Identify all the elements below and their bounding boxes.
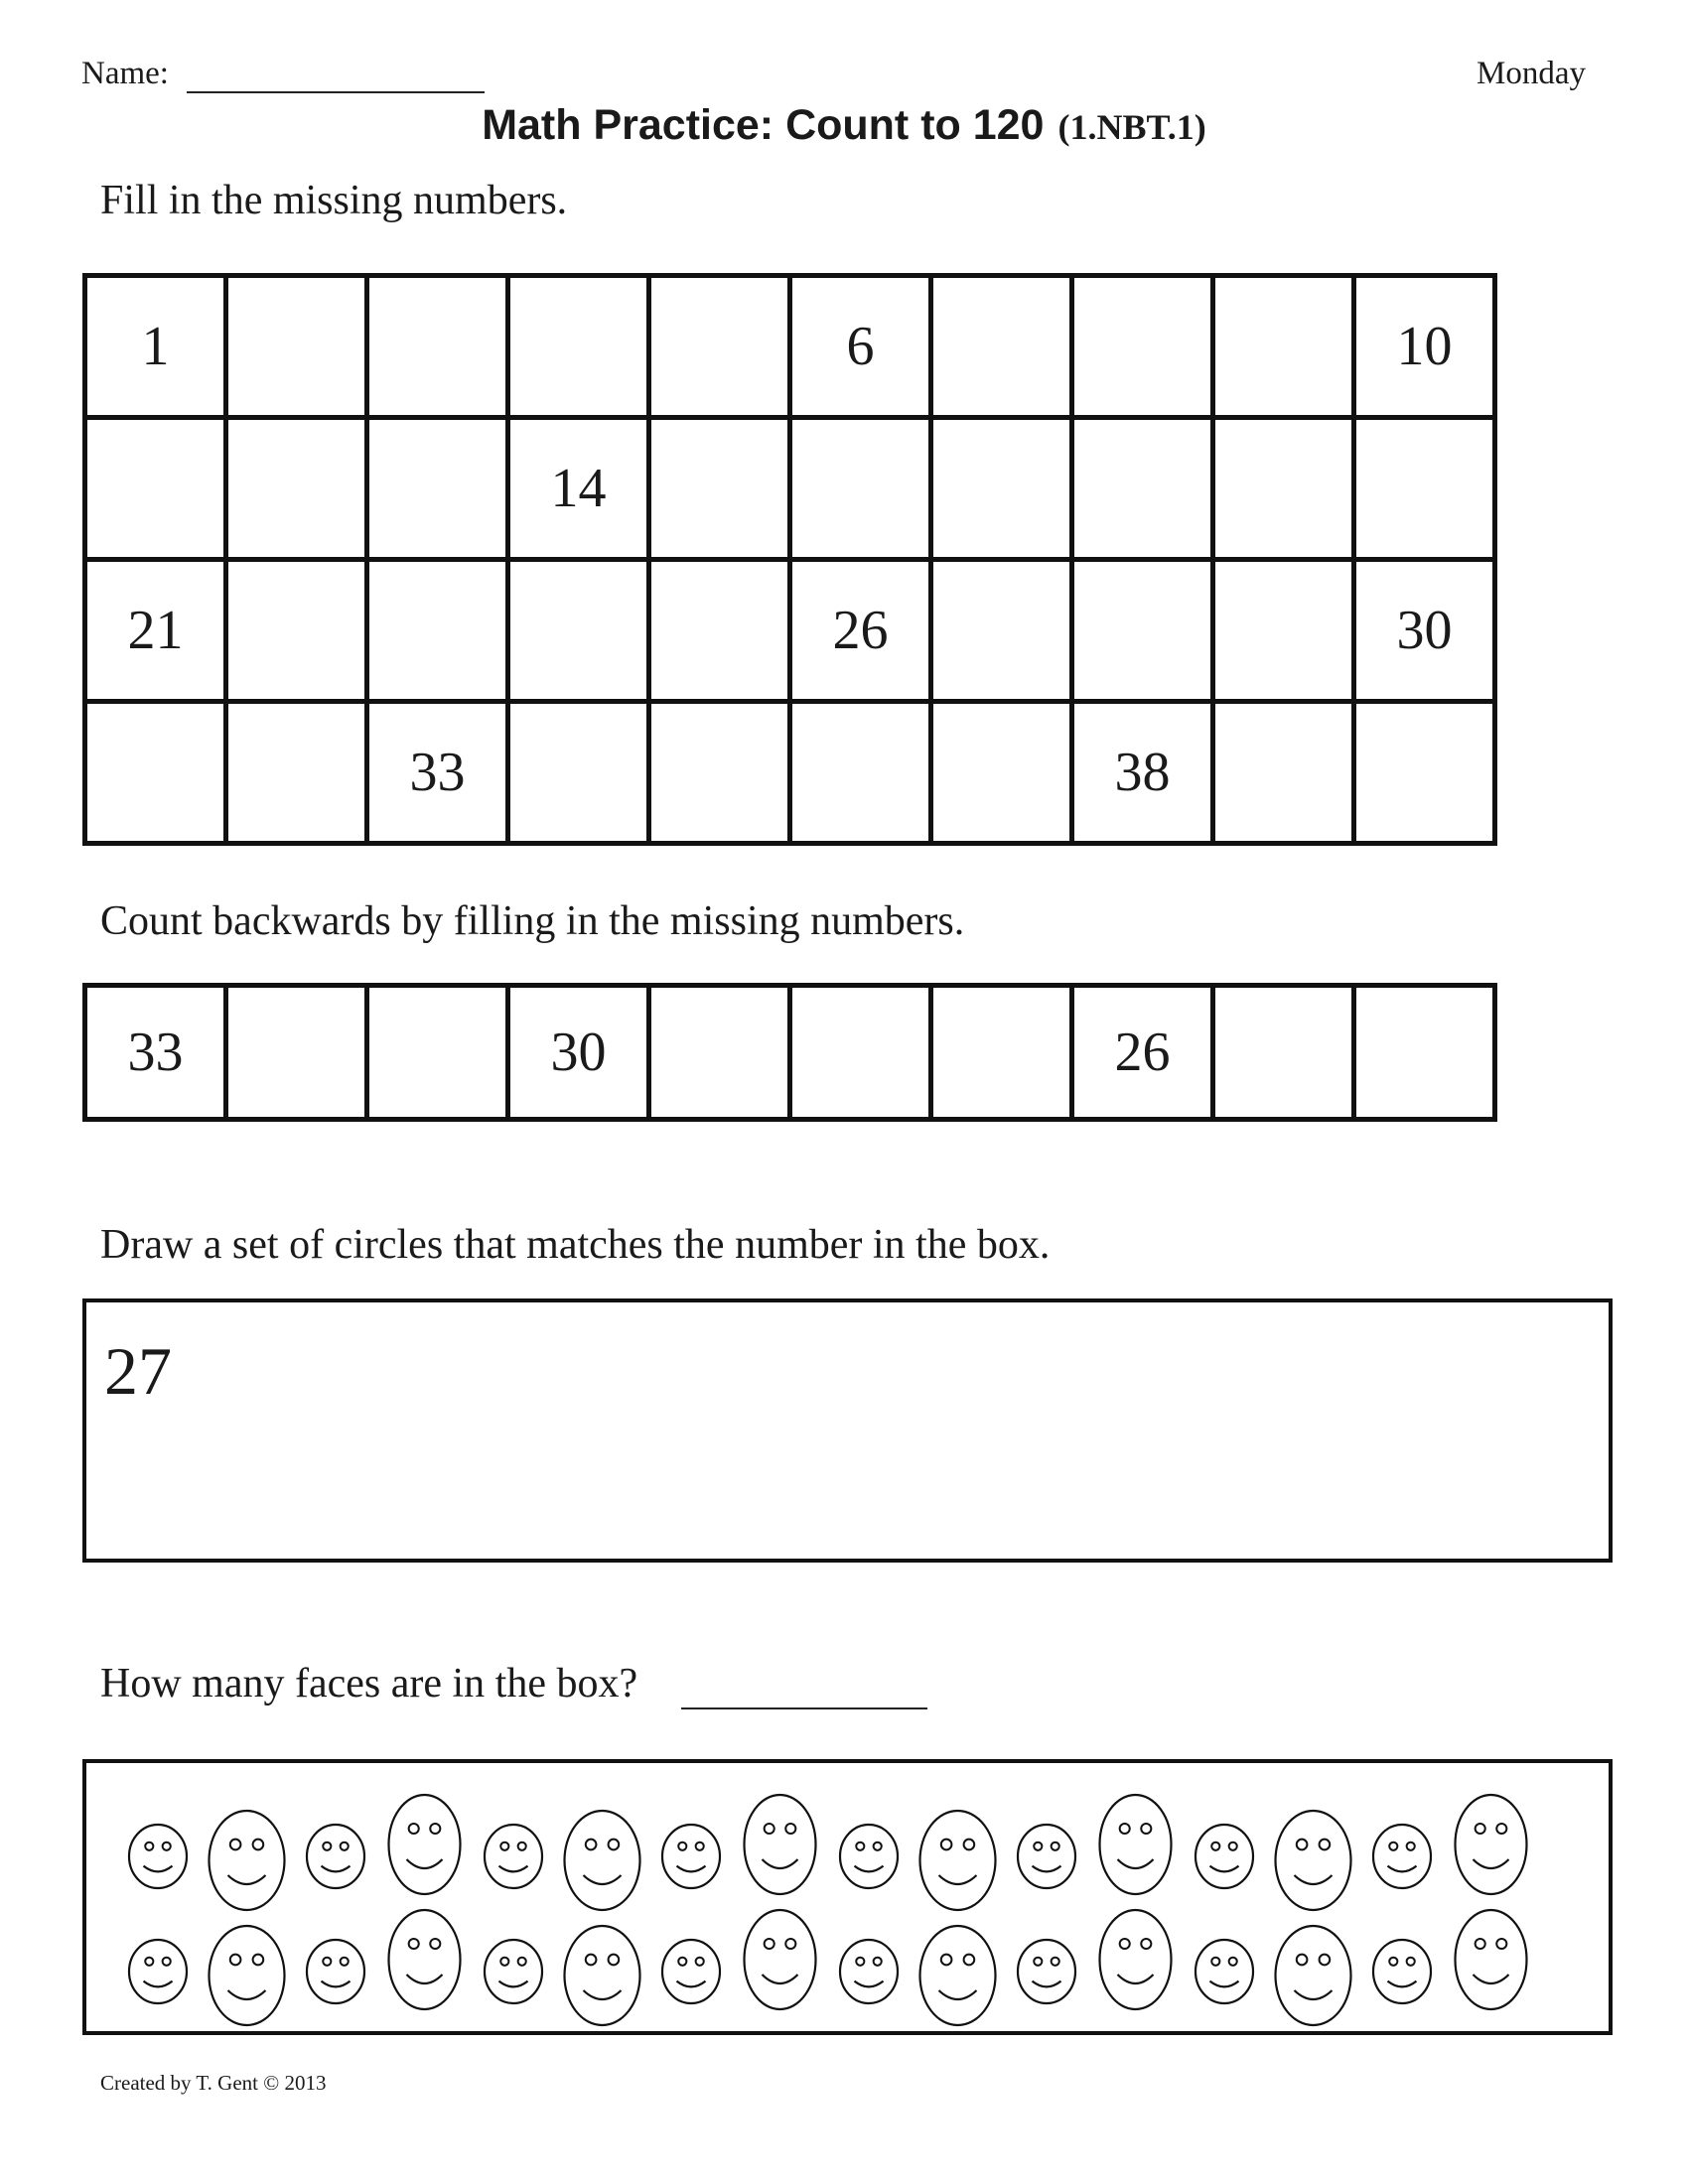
- faces-box: [82, 1759, 1613, 2035]
- grid-row: [85, 418, 1495, 560]
- given-number-cell: 1: [85, 276, 226, 418]
- faces-answer-line[interactable]: [681, 1707, 927, 1709]
- smiley-face-icon: [1018, 1940, 1075, 2003]
- blank-answer-cell[interactable]: [226, 276, 367, 418]
- grid-row: [85, 702, 1495, 844]
- instruction-fill-missing: Fill in the missing numbers.: [100, 178, 568, 223]
- title-text: Math Practice: Count to 120: [482, 101, 1045, 149]
- blank-answer-cell[interactable]: [649, 418, 790, 560]
- blank-answer-cell[interactable]: [931, 560, 1072, 702]
- smiley-face-icon: [662, 1825, 720, 1888]
- blank-answer-cell[interactable]: [649, 276, 790, 418]
- faces-drawing: [86, 1763, 1609, 2031]
- blank-answer-cell[interactable]: [1213, 418, 1354, 560]
- name-input-line[interactable]: [187, 91, 485, 93]
- blank-answer-cell[interactable]: [508, 702, 649, 844]
- smiley-face-icon: [565, 1811, 640, 1910]
- smiley-face-icon: [210, 1811, 285, 1910]
- smiley-face-icon: [485, 1940, 542, 2003]
- blank-answer-cell[interactable]: [226, 986, 367, 1120]
- given-number-cell: 14: [508, 418, 649, 560]
- blank-answer-cell[interactable]: [790, 702, 931, 844]
- smiley-face-icon: [129, 1825, 187, 1888]
- smiley-face-icon: [1373, 1825, 1431, 1888]
- given-number-cell: 21: [85, 560, 226, 702]
- smiley-face-icon: [745, 1910, 816, 2009]
- blank-answer-cell[interactable]: [649, 986, 790, 1120]
- blank-answer-cell[interactable]: [649, 560, 790, 702]
- blank-answer-cell[interactable]: [226, 560, 367, 702]
- backwards-grid: [82, 983, 1497, 1122]
- blank-answer-cell[interactable]: [367, 418, 508, 560]
- blank-answer-cell[interactable]: [85, 702, 226, 844]
- blank-answer-cell[interactable]: [226, 418, 367, 560]
- blank-answer-cell[interactable]: [226, 702, 367, 844]
- blank-answer-cell[interactable]: [931, 702, 1072, 844]
- day-label: Monday: [1477, 56, 1586, 91]
- smiley-face-icon: [129, 1940, 187, 2003]
- smiley-face-icon: [1100, 1910, 1172, 2009]
- smiley-face-icon: [1456, 1910, 1527, 2009]
- blank-answer-cell[interactable]: [1072, 276, 1213, 418]
- given-number-cell: 10: [1354, 276, 1495, 418]
- blank-answer-cell[interactable]: [790, 986, 931, 1120]
- smiley-face-icon: [307, 1825, 364, 1888]
- grid-row: [85, 986, 1495, 1120]
- given-number-cell: 6: [790, 276, 931, 418]
- instruction-count-backwards: Count backwards by filling in the missing numbers.: [100, 898, 965, 944]
- blank-answer-cell[interactable]: [1213, 276, 1354, 418]
- smiley-face-icon: [1100, 1795, 1172, 1894]
- blank-answer-cell[interactable]: [931, 986, 1072, 1120]
- blank-answer-cell[interactable]: [367, 560, 508, 702]
- smiley-face-icon: [840, 1940, 898, 2003]
- blank-answer-cell[interactable]: [85, 418, 226, 560]
- blank-answer-cell[interactable]: [1213, 986, 1354, 1120]
- smiley-face-icon: [745, 1795, 816, 1894]
- smiley-face-icon: [307, 1940, 364, 2003]
- smiley-face-icon: [389, 1910, 461, 2009]
- smiley-face-icon: [840, 1825, 898, 1888]
- smiley-face-icon: [485, 1825, 542, 1888]
- smiley-face-icon: [1456, 1795, 1527, 1894]
- blank-answer-cell[interactable]: [1213, 560, 1354, 702]
- blank-answer-cell[interactable]: [1072, 560, 1213, 702]
- smiley-face-icon: [1018, 1825, 1075, 1888]
- circle-drawing-box[interactable]: [82, 1298, 1613, 1563]
- blank-answer-cell[interactable]: [931, 276, 1072, 418]
- smiley-face-icon: [389, 1795, 461, 1894]
- blank-answer-cell[interactable]: [790, 418, 931, 560]
- instruction-draw-circles: Draw a set of circles that matches the number in the box.: [100, 1222, 1051, 1268]
- smiley-face-icon: [1276, 1926, 1351, 2025]
- given-number-cell: 30: [1354, 560, 1495, 702]
- blank-answer-cell[interactable]: [367, 276, 508, 418]
- page-title: [0, 101, 1688, 150]
- target-number: 27: [104, 1333, 172, 1409]
- name-label: Name:: [81, 56, 169, 91]
- blank-answer-cell[interactable]: [931, 418, 1072, 560]
- smiley-face-icon: [1276, 1811, 1351, 1910]
- given-number-cell: 30: [508, 986, 649, 1120]
- blank-answer-cell[interactable]: [367, 986, 508, 1120]
- blank-answer-cell[interactable]: [1354, 986, 1495, 1120]
- given-number-cell: 33: [367, 702, 508, 844]
- smiley-face-icon: [1196, 1940, 1253, 2003]
- given-number-cell: 38: [1072, 702, 1213, 844]
- grid-row: [85, 560, 1495, 702]
- number-grid: [82, 273, 1497, 846]
- smiley-face-icon: [662, 1940, 720, 2003]
- blank-answer-cell[interactable]: [1213, 702, 1354, 844]
- given-number-cell: 33: [85, 986, 226, 1120]
- blank-answer-cell[interactable]: [1354, 702, 1495, 844]
- footer-credit: Created by T. Gent © 2013: [100, 2071, 327, 2095]
- instruction-count-faces: How many faces are in the box?: [100, 1661, 638, 1706]
- given-number-cell: 26: [1072, 986, 1213, 1120]
- standard-code: (1.NBT.1): [1057, 107, 1206, 147]
- smiley-face-icon: [1373, 1940, 1431, 2003]
- smiley-face-icon: [920, 1926, 996, 2025]
- smiley-face-icon: [565, 1926, 640, 2025]
- smiley-face-icon: [920, 1811, 996, 1910]
- blank-answer-cell[interactable]: [1354, 418, 1495, 560]
- given-number-cell: 26: [790, 560, 931, 702]
- blank-answer-cell[interactable]: [508, 560, 649, 702]
- blank-answer-cell[interactable]: [649, 702, 790, 844]
- grid-row: [85, 276, 1495, 418]
- blank-answer-cell[interactable]: [1072, 418, 1213, 560]
- smiley-face-icon: [210, 1926, 285, 2025]
- smiley-face-icon: [1196, 1825, 1253, 1888]
- blank-answer-cell[interactable]: [508, 276, 649, 418]
